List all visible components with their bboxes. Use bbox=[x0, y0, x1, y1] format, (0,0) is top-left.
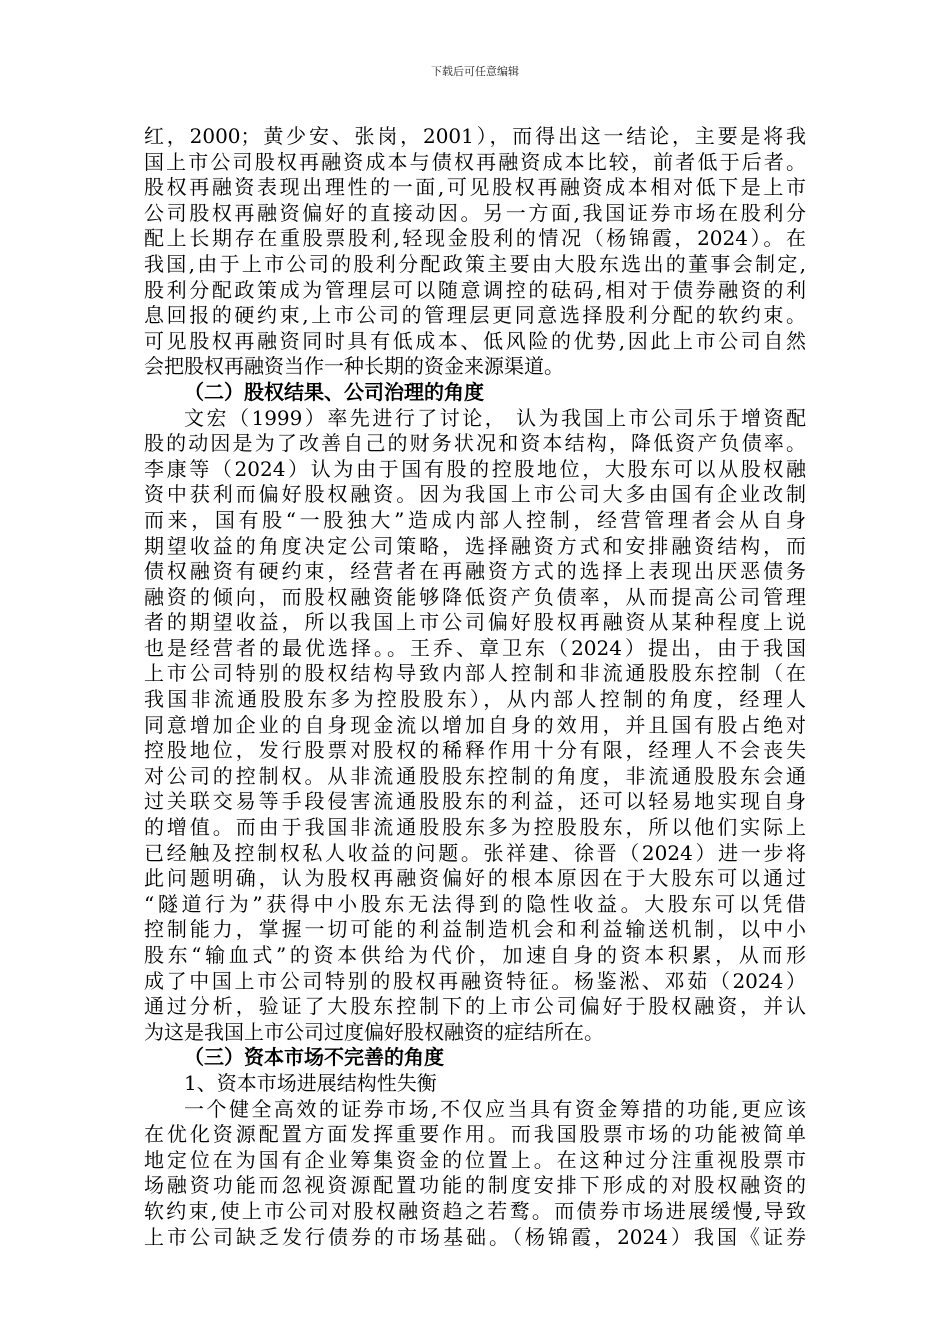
body-line: 可见股权再融资同时具有低成本、低风险的优势,因此上市公司自然 bbox=[144, 328, 806, 353]
body-line: “隧道行为”获得中小股东无法得到的隐性收益。大股东可以凭借 bbox=[144, 891, 806, 916]
body-line: 对公司的控制权。从非流通股股东控制的角度，非流通股股东会通 bbox=[144, 763, 806, 788]
body-line: 此问题明确，认为股权再融资偏好的根本原因在于大股东可以通过 bbox=[144, 866, 806, 891]
body-line: 在优化资源配置方面发挥重要作用。而我国股票市场的功能被简单 bbox=[144, 1122, 806, 1147]
subsection-heading: 1、资本市场进展结构性失衡 bbox=[184, 1070, 437, 1095]
body-line: 李康等（2024）认为由于国有股的控股地位，大股东可以从股权融 bbox=[144, 456, 806, 481]
body-line: 同意增加企业的自身现金流以增加自身的效用，并且国有股占绝对 bbox=[144, 712, 806, 737]
paragraph-first-line: 文宏（1999）率先进行了讨论， 认为我国上市公司乐于增资配 bbox=[184, 405, 806, 430]
body-line: 红，2000；黄少安、张岗，2001），而得出这一结论，主要是将我 bbox=[144, 124, 806, 148]
body-line: 已经触及控制权私人收益的问题。张祥建、徐晋（2024）进一步将 bbox=[144, 840, 806, 865]
paragraph-first-line: 一个健全高效的证券市场,不仅应当具有资金筹措的功能,更应该 bbox=[184, 1096, 806, 1121]
body-line: 也是经营者的最优选择。。王乔、章卫东（2024）提出，由于我国 bbox=[144, 635, 806, 660]
body-line: 地定位在为国有企业筹集资金的位置上。在这种过分注重视股票市 bbox=[144, 1147, 806, 1172]
body-line: 为这是我国上市公司过度偏好股权融资的症结所在。 bbox=[144, 1019, 604, 1044]
body-line: 债权融资有硬约束，经营者在再融资方式的选择上表现出厌恶债务 bbox=[144, 559, 806, 584]
body-line: 股利分配政策成为管理层可以随意调控的砝码,相对于债券融资的利 bbox=[144, 277, 806, 302]
body-line: 资中获利而偏好股权融资。因为我国上市公司大多由国有企业改制 bbox=[144, 482, 806, 507]
body-line: 我国非流通股股东多为控股股东），从内部人控制的角度，经理人 bbox=[144, 687, 806, 712]
body-line: 我国,由于上市公司的股利分配政策主要由大股东选出的董事会制定, bbox=[144, 251, 806, 276]
section-heading-2: （二）股权结果、公司治理的角度 bbox=[184, 379, 484, 404]
body-line: 融资的倾向，而股权融资能够降低资产负债率，从而提高公司管理 bbox=[144, 584, 806, 609]
body-line: 控制能力，掌握一切可能的利益制造机会和利益输送机制，以中小 bbox=[144, 917, 806, 942]
body-line: 上市公司缺乏发行债券的市场基础。（杨锦霞，2024）我国《证券 bbox=[144, 1224, 806, 1249]
body-line: 上市公司特别的股权结构导致内部人控制和非流通股股东控制（在 bbox=[144, 661, 806, 686]
body-line: 配上长期存在重股票股利,轻现金股利的情况（杨锦霞，2024）。在 bbox=[144, 226, 806, 251]
section-heading-3: （三）资本市场不完善的角度 bbox=[184, 1045, 444, 1070]
body-line: 软约束,使上市公司对股权融资趋之若鹜。而债券市场进展缓慢,导致 bbox=[144, 1198, 806, 1223]
body-line: 期望收益的角度决定公司策略，选择融资方式和安排融资结构，而 bbox=[144, 533, 806, 558]
page-header: 下载后可任意编辑 bbox=[431, 65, 519, 78]
body-line: 场融资功能而忽视资源配置功能的制度安排下形成的对股权融资的 bbox=[144, 1173, 806, 1198]
body-line: 通过分析，验证了大股东控制下的上市公司偏好于股权融资，并认 bbox=[144, 994, 806, 1019]
body-line: 成了中国上市公司特别的股权再融资特征。杨鉴淞、邓茹（2024） bbox=[144, 968, 806, 993]
body-line: 会把股权再融资当作一种长期的资金来源渠道。 bbox=[144, 354, 564, 379]
body-line: 控股地位，发行股票对股权的稀释作用十分有限，经理人不会丧失 bbox=[144, 738, 806, 763]
body-line: 息回报的硬约束,上市公司的管理层更同意选择股利分配的软约束。 bbox=[144, 303, 806, 328]
body-line: 而来，国有股“一股独大”造成内部人控制，经营管理者会从自身 bbox=[144, 507, 806, 532]
body-line: 股东“输血式”的资本供给为代价，加速自身的资本积累，从而形 bbox=[144, 943, 806, 967]
document-body bbox=[144, 124, 806, 1250]
body-line: 过关联交易等手段侵害流通股股东的利益，还可以轻易地实现自身 bbox=[144, 789, 806, 814]
body-line: 股的动因是为了改善自己的财务状况和资本结构，降低资产负债率。 bbox=[144, 431, 806, 456]
body-line: 的增值。而由于我国非流通股股东多为控股股东，所以他们实际上 bbox=[144, 815, 806, 840]
body-line: 国上市公司股权再融资成本与债权再融资成本比较，前者低于后者。 bbox=[144, 149, 806, 174]
body-line: 公司股权再融资偏好的直接动因。另一方面,我国证券市场在股利分 bbox=[144, 200, 806, 225]
body-line: 者的期望收益，所以我国上市公司偏好股权再融资从某种程度上说 bbox=[144, 610, 806, 635]
body-line: 股权再融资表现出理性的一面,可见股权再融资成本相对低下是上市 bbox=[144, 175, 806, 200]
